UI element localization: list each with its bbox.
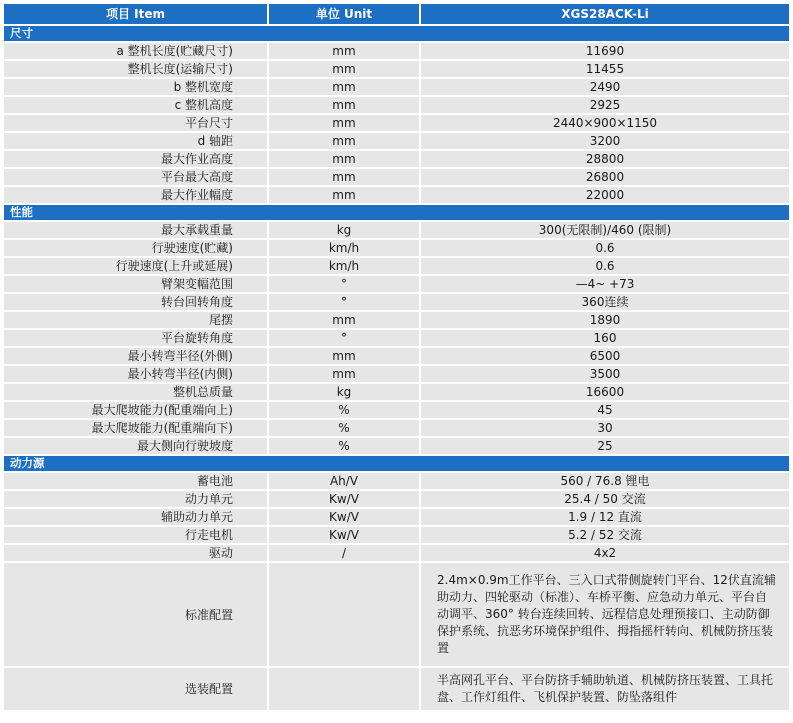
row-value: 160 <box>421 330 789 348</box>
section-header <box>4 26 789 43</box>
row-value: 1890 <box>421 312 789 330</box>
row-unit: mm <box>269 97 421 115</box>
row-unit: kg <box>269 222 421 240</box>
row-item: 最大承载重量 <box>4 222 269 240</box>
row-item: 平台旋转角度 <box>4 330 269 348</box>
table-row <box>4 169 789 187</box>
row-unit: mm <box>269 366 421 384</box>
table-row <box>4 348 789 366</box>
header-unit: 单位 Unit <box>269 4 421 26</box>
optional-config-unit <box>269 668 421 712</box>
optional-config-label: 选装配置 <box>4 668 269 712</box>
row-value: 6500 <box>421 348 789 366</box>
row-value: 0.6 <box>421 240 789 258</box>
row-item: 尾摆 <box>4 312 269 330</box>
row-item: 最大爬坡能力(配重端向上) <box>4 402 269 420</box>
row-value: 2925 <box>421 97 789 115</box>
row-value: 16600 <box>421 384 789 402</box>
row-unit: mm <box>269 43 421 61</box>
row-value: 25 <box>421 438 789 456</box>
row-item: 平台最大高度 <box>4 169 269 187</box>
row-item: 最大作业高度 <box>4 151 269 169</box>
row-item: 整机总质量 <box>4 384 269 402</box>
row-unit: % <box>269 420 421 438</box>
standard-config-row <box>4 563 789 668</box>
table-row <box>4 133 789 151</box>
table-row <box>4 79 789 97</box>
row-unit: / <box>269 545 421 563</box>
standard-config-value: 2.4m×0.9m工作平台、三入口式带侧旋转门平台、12伏直流辅助动力、四轮驱动（标准）、车桥平衡、应急动力单元、平台自动调平、360° 转台连续回转、远程信息处理预接口、主动防御保护系统、抗恶劣环境保护组件、拇指摇杆转向、机械防挤压装置 <box>421 563 789 668</box>
row-unit: km/h <box>269 240 421 258</box>
row-unit: kg <box>269 384 421 402</box>
spec-body <box>4 26 789 712</box>
row-unit: ° <box>269 276 421 294</box>
row-value: 30 <box>421 420 789 438</box>
row-item: c 整机高度 <box>4 97 269 115</box>
row-item: b 整机宽度 <box>4 79 269 97</box>
row-value: 1.9 / 12 直流 <box>421 509 789 527</box>
row-value: 360连续 <box>421 294 789 312</box>
table-row <box>4 330 789 348</box>
table-row <box>4 43 789 61</box>
header-model: XGS28ACK-Li <box>421 4 789 26</box>
row-item: 行走电机 <box>4 527 269 545</box>
row-unit: mm <box>269 169 421 187</box>
row-item: 平台尺寸 <box>4 115 269 133</box>
section-header <box>4 205 789 222</box>
section-header <box>4 456 789 473</box>
row-unit: mm <box>269 79 421 97</box>
row-unit: Kw/V <box>269 509 421 527</box>
row-value: 28800 <box>421 151 789 169</box>
row-unit: ° <box>269 330 421 348</box>
table-row <box>4 491 789 509</box>
row-unit: mm <box>269 115 421 133</box>
row-item: 动力单元 <box>4 491 269 509</box>
table-row <box>4 473 789 491</box>
row-value: 45 <box>421 402 789 420</box>
row-item: 最小转弯半径(内侧) <box>4 366 269 384</box>
row-value: 26800 <box>421 169 789 187</box>
row-item: 转台回转角度 <box>4 294 269 312</box>
row-item: 行驶速度(贮藏) <box>4 240 269 258</box>
row-unit: mm <box>269 61 421 79</box>
row-value: 25.4 / 50 交流 <box>421 491 789 509</box>
row-value: —4~ +73 <box>421 276 789 294</box>
table-row <box>4 402 789 420</box>
row-item: a 整机长度(贮藏尺寸) <box>4 43 269 61</box>
table-row <box>4 187 789 205</box>
table-row <box>4 61 789 79</box>
row-item: 最大爬坡能力(配重端向下) <box>4 420 269 438</box>
row-unit: Ah/V <box>269 473 421 491</box>
row-value: 300(无限制)/460 (限制) <box>421 222 789 240</box>
row-unit: km/h <box>269 258 421 276</box>
row-unit: mm <box>269 187 421 205</box>
table-row <box>4 545 789 563</box>
table-row <box>4 276 789 294</box>
row-unit: Kw/V <box>269 491 421 509</box>
row-value: 560 / 76.8 锂电 <box>421 473 789 491</box>
row-value: 3200 <box>421 133 789 151</box>
row-unit: mm <box>269 133 421 151</box>
section-title: 尺寸 <box>4 26 789 43</box>
row-value: 11690 <box>421 43 789 61</box>
table-row <box>4 438 789 456</box>
row-item: 臂架变幅范围 <box>4 276 269 294</box>
row-value: 2490 <box>421 79 789 97</box>
row-unit: mm <box>269 348 421 366</box>
table-row <box>4 384 789 402</box>
spec-table-container <box>4 4 789 712</box>
table-row <box>4 312 789 330</box>
table-row <box>4 151 789 169</box>
standard-config-label: 标准配置 <box>4 563 269 668</box>
row-item: 辅助动力单元 <box>4 509 269 527</box>
table-row <box>4 527 789 545</box>
row-unit: % <box>269 438 421 456</box>
table-row <box>4 509 789 527</box>
section-title: 动力源 <box>4 456 789 473</box>
row-value: 0.6 <box>421 258 789 276</box>
row-unit: % <box>269 402 421 420</box>
table-row <box>4 420 789 438</box>
row-item: 最大作业幅度 <box>4 187 269 205</box>
row-unit: Kw/V <box>269 527 421 545</box>
row-value: 2440×900×1150 <box>421 115 789 133</box>
table-row <box>4 258 789 276</box>
row-item: 最小转弯半径(外侧) <box>4 348 269 366</box>
header-row <box>4 4 789 26</box>
optional-config-row <box>4 668 789 712</box>
spec-table <box>4 4 789 712</box>
row-unit: ° <box>269 294 421 312</box>
row-item: 最大侧向行驶坡度 <box>4 438 269 456</box>
table-row <box>4 240 789 258</box>
table-row <box>4 222 789 240</box>
row-value: 22000 <box>421 187 789 205</box>
row-item: 整机长度(运输尺寸) <box>4 61 269 79</box>
row-value: 11455 <box>421 61 789 79</box>
row-value: 4x2 <box>421 545 789 563</box>
row-item: d 轴距 <box>4 133 269 151</box>
table-row <box>4 97 789 115</box>
row-unit: mm <box>269 151 421 169</box>
header-item: 项目 Item <box>4 4 269 26</box>
section-title: 性能 <box>4 205 789 222</box>
row-value: 3500 <box>421 366 789 384</box>
optional-config-value: 半高网孔平台、平台防挤手辅助轨道、机械防挤压装置、工具托盘、工作灯组件、飞机保护装置、防坠落组件 <box>421 668 789 712</box>
row-item: 蓄电池 <box>4 473 269 491</box>
row-value: 5.2 / 52 交流 <box>421 527 789 545</box>
row-unit: mm <box>269 312 421 330</box>
table-row <box>4 366 789 384</box>
table-row <box>4 115 789 133</box>
table-row <box>4 294 789 312</box>
standard-config-unit <box>269 563 421 668</box>
row-item: 行驶速度(上升或延展) <box>4 258 269 276</box>
row-item: 驱动 <box>4 545 269 563</box>
